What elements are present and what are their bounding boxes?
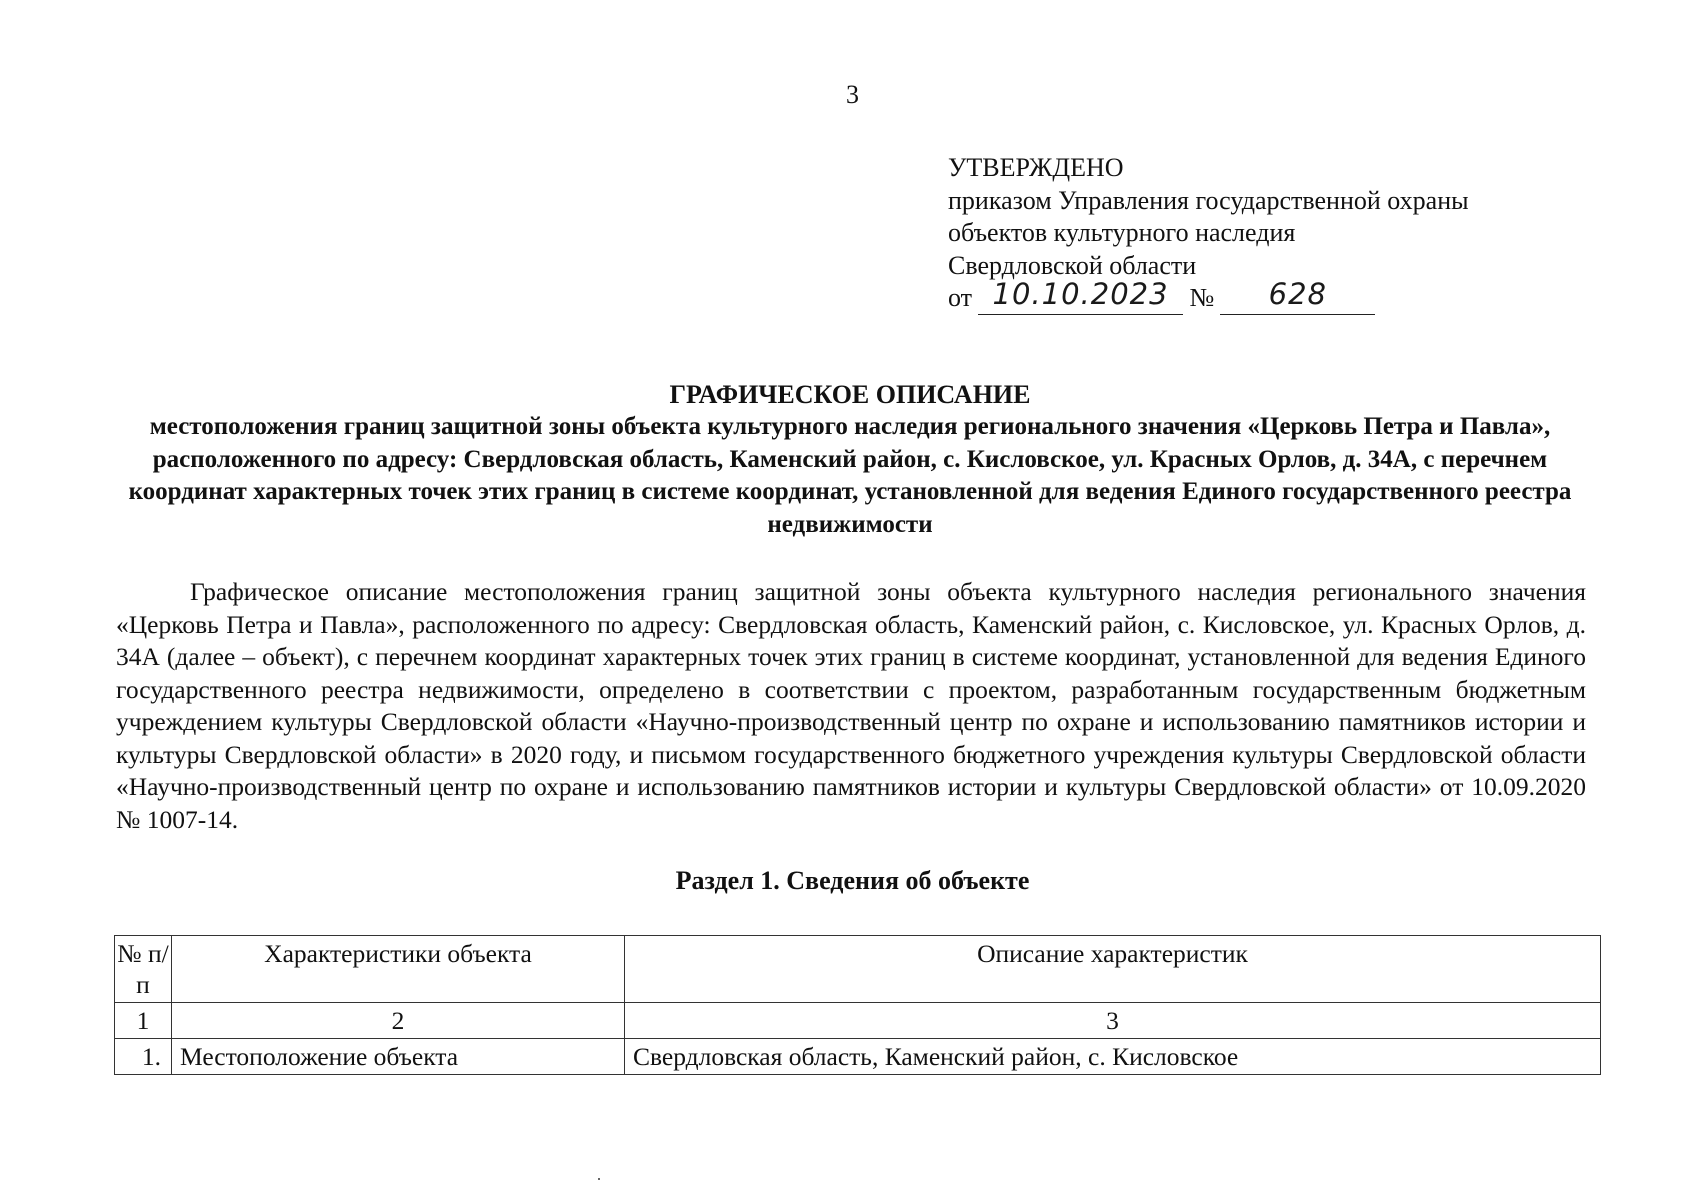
section-heading: Раздел 1. Сведения об объекте bbox=[675, 866, 1030, 895]
approval-line-2: объектов культурного наследия bbox=[948, 218, 1296, 247]
document-title: ГРАФИЧЕСКОЕ ОПИСАНИЕ bbox=[669, 380, 1031, 409]
number-prefix: № bbox=[1189, 283, 1215, 312]
handwritten-number: 628 bbox=[1268, 276, 1328, 311]
page-number: 3 bbox=[846, 80, 859, 109]
header-description: Описание характеристик bbox=[625, 936, 1601, 1003]
numbering-col2: 2 bbox=[172, 1003, 625, 1039]
approval-date-row bbox=[948, 276, 1548, 315]
body-paragraph: Графическое описание местоположения границ защитной зоны объекта культурного наследия регионального значения «Церковь Петра и Павла», расположенного по адресу: Свердловская область, Каменский район, с. Кисловское, ул. Красных Орлов, д. 34А (далее – объект), с перечнем координат характерных точек этих границ в системе координат, установленной для ведения Единого государственного реестра недвижимости, определено в соответствии с проектом, разработанным государственным бюджетным учреждением культуры Свердловской области «Научно-производственный центр по охране и использованию памятников истории и культуры Свердловской области» в 2020 году, и письмом государственного бюджетного учреждения культуры Свердловской области «Научно-производственный центр по охране и использованию памятников истории и культуры Свердловской области» от 10.09.2020 № 1007-14. bbox=[116, 577, 1586, 834]
row-number: 1. bbox=[115, 1039, 172, 1075]
numbering-col1: 1 bbox=[115, 1003, 172, 1039]
table-row bbox=[115, 1039, 1601, 1075]
handwritten-date: 10.10.2023 bbox=[992, 276, 1169, 311]
number-field bbox=[1220, 276, 1375, 315]
date-prefix: от bbox=[948, 283, 973, 312]
header-characteristic: Характеристики объекта bbox=[172, 936, 625, 1003]
header-number: № п/п bbox=[115, 936, 172, 1003]
row-characteristic: Местоположение объекта bbox=[172, 1039, 625, 1075]
document-subtitle: местоположения границ защитной зоны объекта культурного наследия регионального значения «Церковь Петра и Павла», расположенного по адресу: Свердловская область, Каменский район, с. Кисловское, ул. Красных Орлов, д. 34А, с перечнем координат характерных точек этих границ в системе координат, установленной для ведения Единого государственного реестра недвижимости bbox=[128, 413, 1572, 538]
date-field bbox=[978, 276, 1183, 315]
table-numbering-row bbox=[115, 1003, 1601, 1039]
table-header-row bbox=[115, 936, 1601, 1003]
document-title-block bbox=[110, 378, 1590, 541]
numbering-col3: 3 bbox=[625, 1003, 1601, 1039]
row-description: Свердловская область, Каменский район, с. Кисловское bbox=[625, 1039, 1601, 1075]
approval-line-1: приказом Управления государственной охраны bbox=[948, 185, 1469, 215]
approval-heading: УТВЕРЖДЕНО bbox=[948, 153, 1124, 182]
approval-stamp bbox=[948, 152, 1548, 315]
object-info-table bbox=[114, 935, 1601, 1075]
approval-line-3: Свердловской области bbox=[948, 250, 1197, 280]
scan-speck bbox=[598, 1178, 600, 1180]
